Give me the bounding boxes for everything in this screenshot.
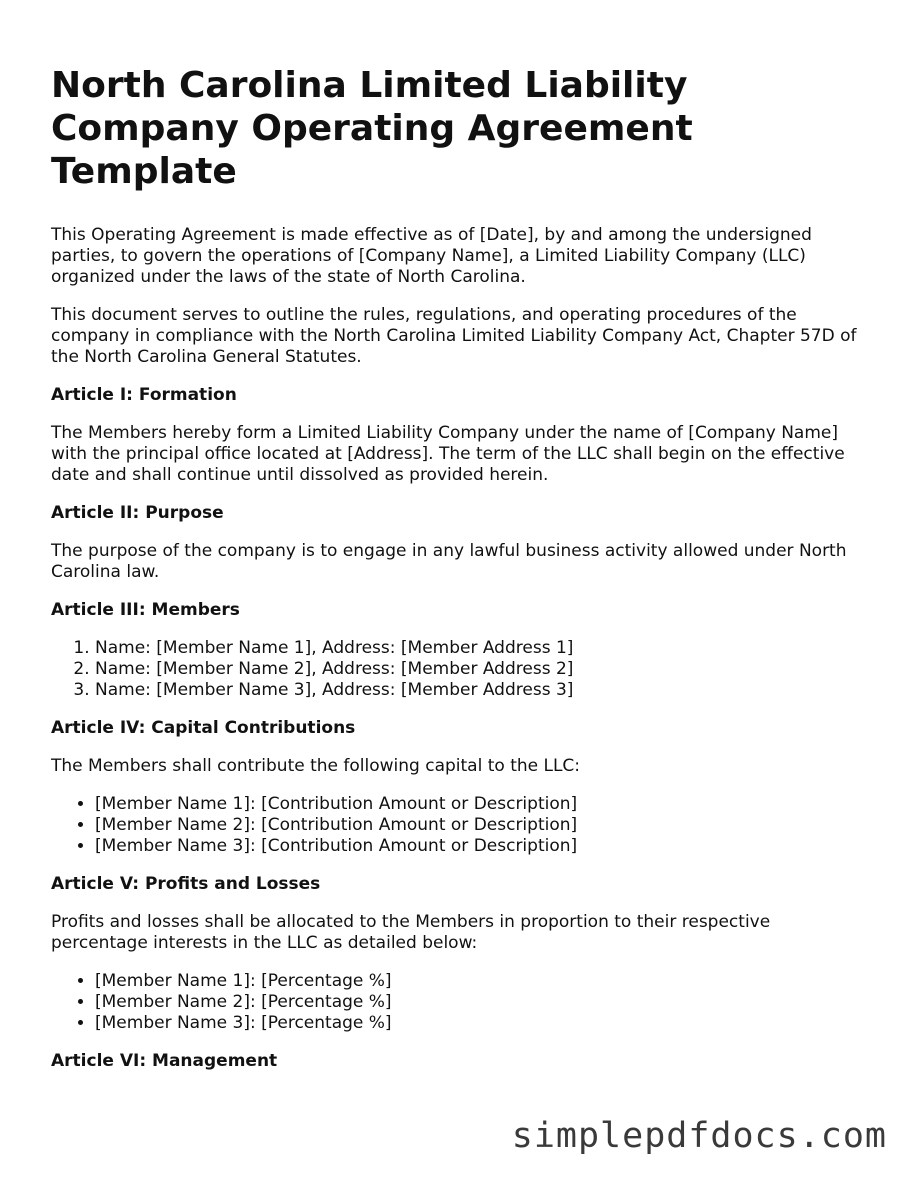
list-item: • [Member Name 1]: [Percentage %] [95,971,871,992]
list-item: • [Member Name 3]: [Percentage %] [95,1013,871,1034]
article-capital-text: The Members shall contribute the following capital to the LLC: [51,756,581,776]
list-item: • [Member Name 2]: [Percentage %] [95,992,871,1013]
watermark: simplepdfdocs.com [511,1116,887,1156]
article-members-heading: Article III: Members [51,600,240,620]
intro-paragraph-1: This Operating Agreement is made effective as of [Date], by and among the undersigned parties, to govern the operations of [Company Name], a Limited Liability Company (LLC) organized under the laws of the state of North Carolina. [51,225,812,287]
document-title: North Carolina Limited Liability Company Operating Agreement Template [51,65,693,192]
intro-paragraph-2: This document serves to outline the rules, regulations, and operating procedures of the company in compliance with the North Carolina Limited Liability Company Act, Chapter 57D of the North Carolina General Statutes. [51,305,857,367]
list-item: • [Member Name 1]: [Contribution Amount or Description] [95,794,871,815]
document-page [51,64,871,1089]
list-item: • [Member Name 3]: [Contribution Amount or Description] [95,836,871,857]
article-management-heading: Article VI: Management [51,1051,278,1071]
article-profits-text: Profits and losses shall be allocated to the Members in proportion to their respective percentage interests in the LLC as detailed below: [51,912,771,953]
list-item: 2. Name: [Member Name 2], Address: [Member Address 2] [95,659,871,680]
article-purpose-heading: Article II: Purpose [51,503,224,523]
list-item: 3. Name: [Member Name 3], Address: [Member Address 3] [95,680,871,701]
article-formation-text: The Members hereby form a Limited Liability Company under the name of [Company Name] with the principal office located at [Address]. The term of the LLC shall begin on the effective date and shall continue until dissolved as provided herein. [51,423,845,485]
article-formation-heading: Article I: Formation [51,385,237,405]
article-purpose-text: The purpose of the company is to engage in any lawful business activity allowed under North Carolina law. [51,541,847,582]
article-profits-heading: Article V: Profits and Losses [51,874,321,894]
profits-list [51,971,871,1034]
list-item: 1. Name: [Member Name 1], Address: [Member Address 1] [95,638,871,659]
members-list [51,638,871,701]
article-capital-heading: Article IV: Capital Contributions [51,718,356,738]
list-item: • [Member Name 2]: [Contribution Amount or Description] [95,815,871,836]
capital-list [51,794,871,857]
